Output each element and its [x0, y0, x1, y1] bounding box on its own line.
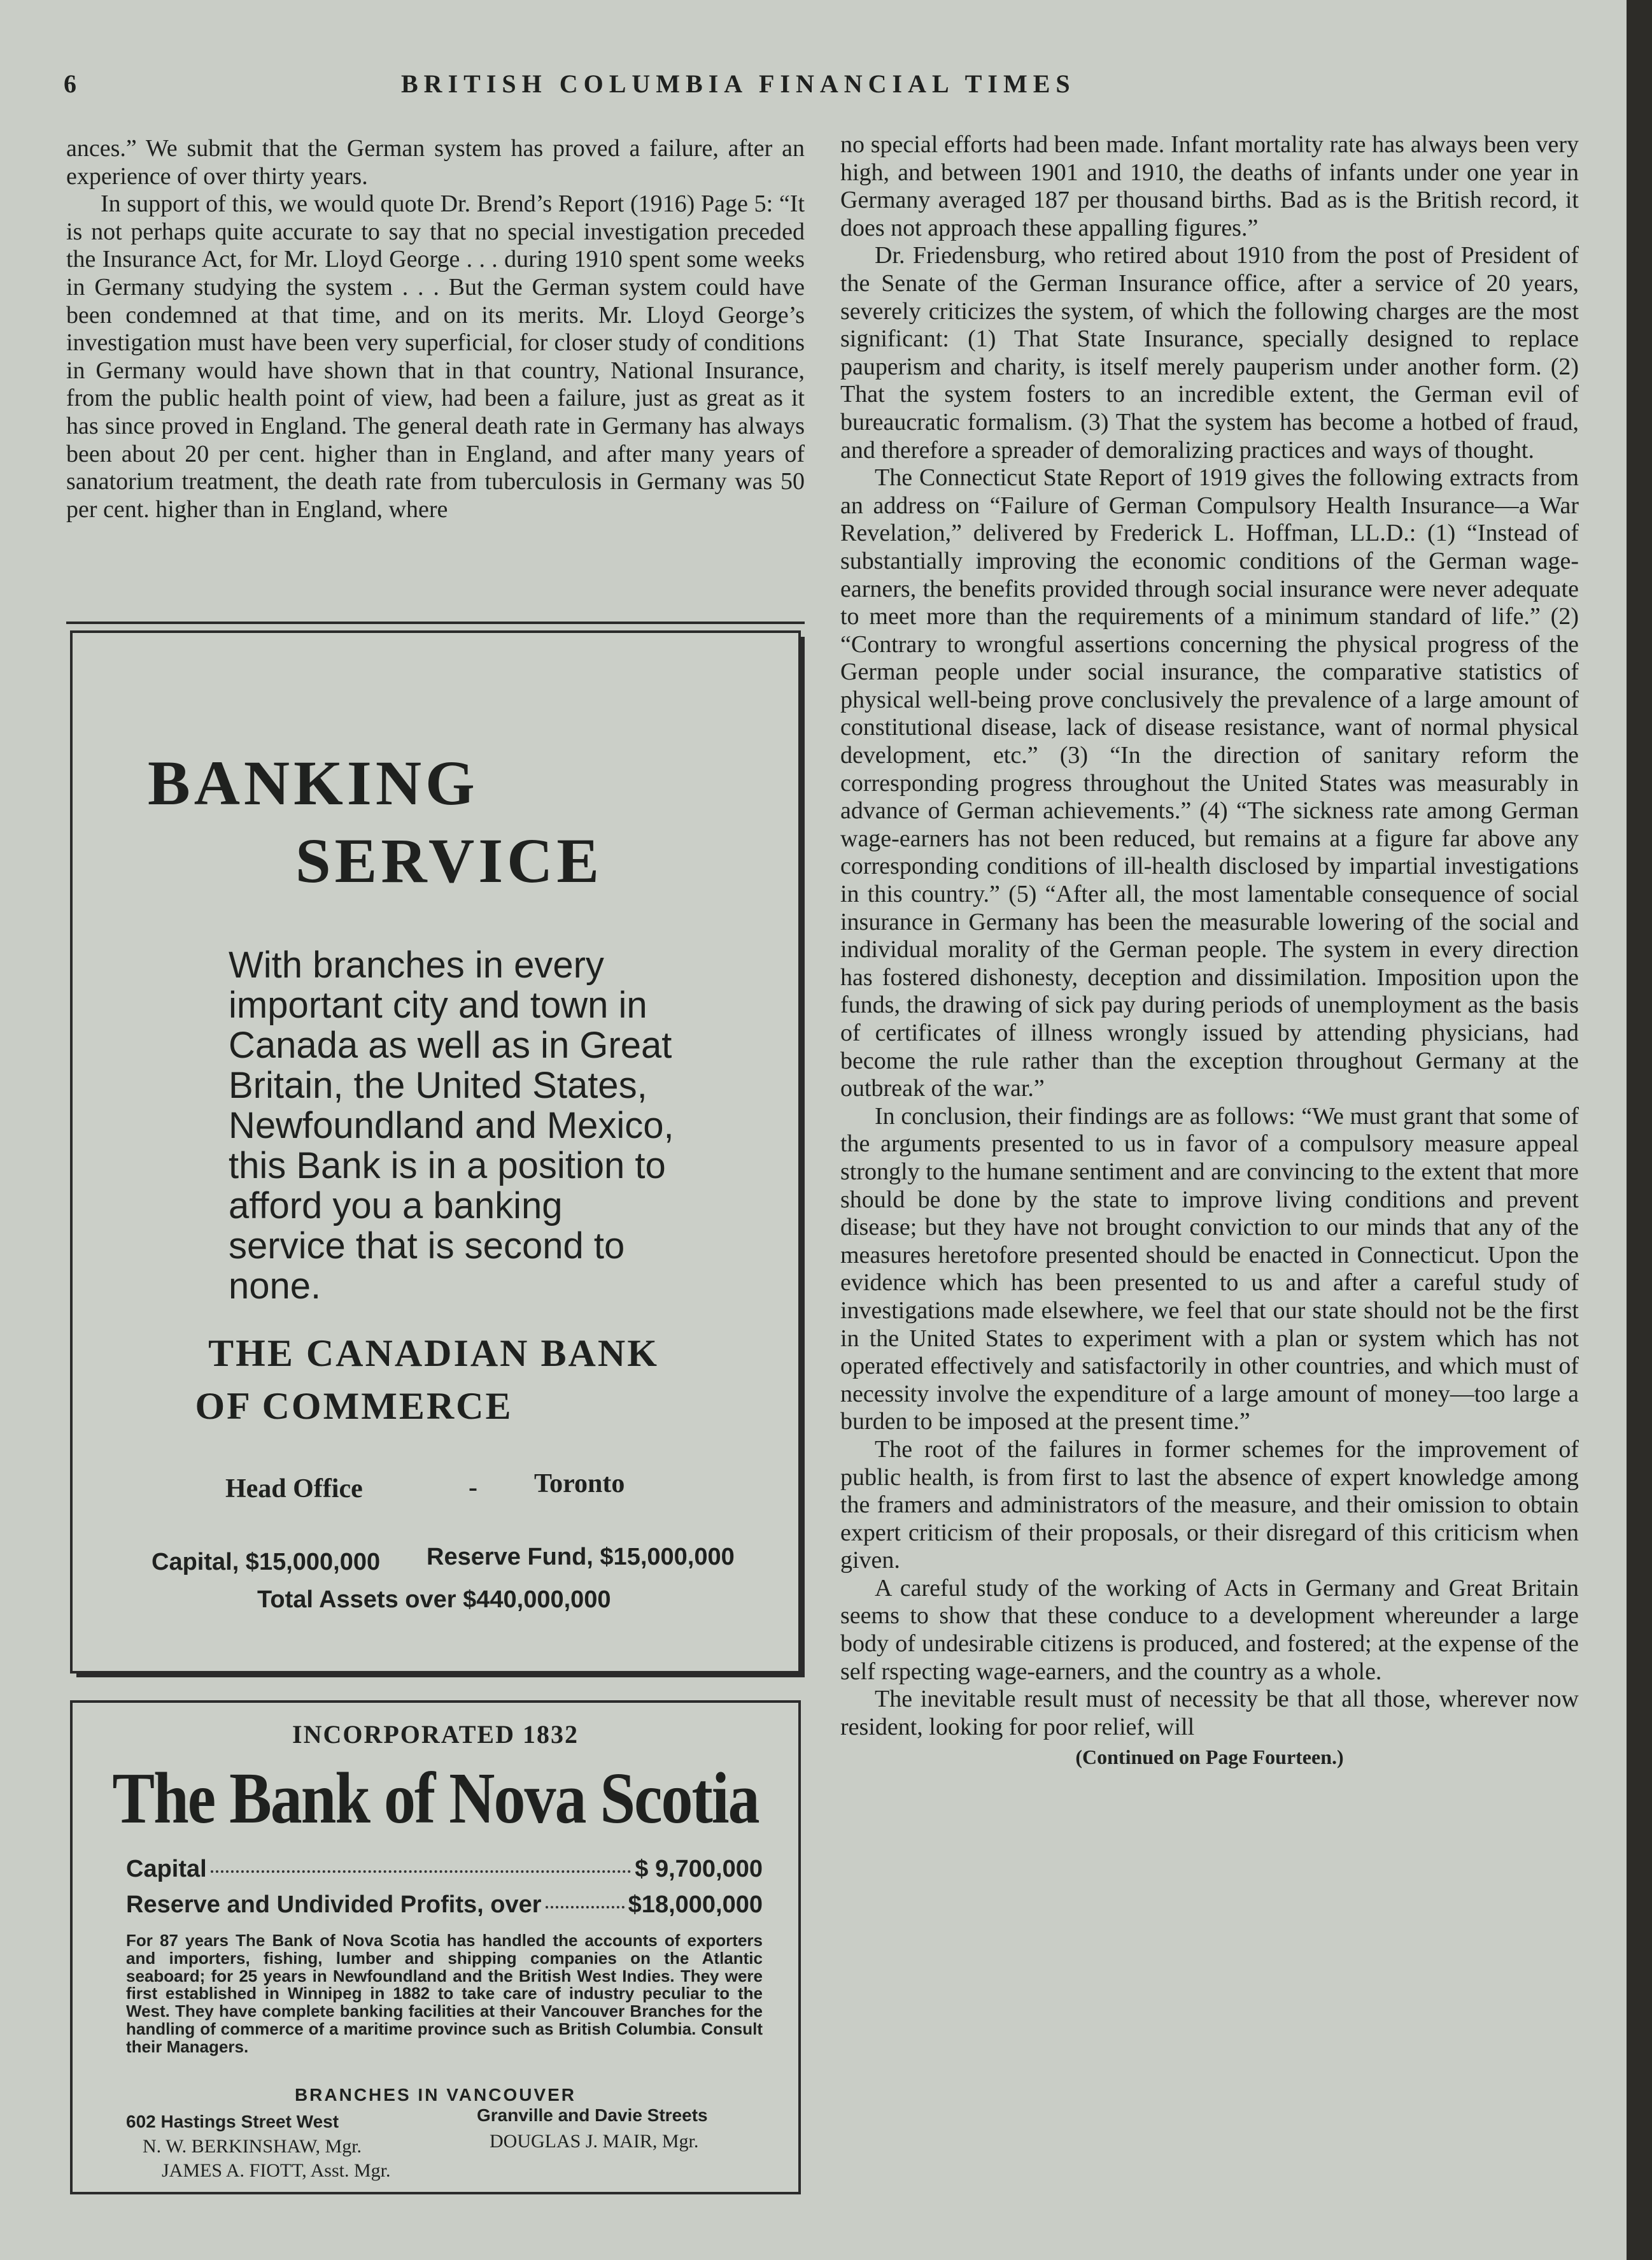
branch-address: 602 Hastings Street West [126, 2112, 339, 2131]
bank-name-line1: THE CANADIAN BANK [208, 1332, 659, 1374]
bank-of-nova-scotia-ad [70, 1700, 801, 2194]
branch-address: Granville and Davie Streets [477, 2105, 708, 2125]
continued-notice: (Continued on Page Fourteen.) [1075, 1745, 1344, 1769]
page-edge-shadow [1627, 0, 1652, 2260]
branch-manager: N. W. BERKINSHAW, Mgr. [143, 2136, 362, 2157]
ad-body-text: With branches in every important city and town in Canada as well as in Great Britain, the United States, Newfoundland and Mexico, this Bank is in a position to afford you a banking service that is second to none. [229, 944, 674, 1307]
article-paragraph: ances.” We submit that the German system has proved a failure, after an experience of over thirty years. [66, 135, 805, 190]
leader-dots [546, 1906, 625, 1908]
capital-value: $ 9,700,000 [635, 1856, 763, 1882]
capital-label: Capital [126, 1856, 207, 1882]
article-paragraph: The Connecticut State Report of 1919 gives the following extracts from an address on “Failure of German Compulsory Health Insurance—a War Revelation,” delivered by Frederick L. Hoffman, LL.D.: (1) “Instead of substantially improving the economic conditions of the German wage-earners, the benefits provided through social insurance were never adequate to meet more than the requirements of a minimum standard of life.” (2) “Contrary to wrongful assertions concerning the physical progress of the German people under social insurance, the comparative statistics of physical well-being prove conclusively the prevalence of a large amount of constitutional disease, lack of disease resistance, want of normal physical development, etc.” (3) “In the direction of sanitary reform the corresponding progress throughout the United States was measurably in advance of German achievements.” (4) “The sickness rate among German wage-earners has not been reduced, but remains at a figure far above any corresponding conditions of ill-health disclosed by impartial investigations in this country.” (5) “After all, the most lamentable consequence of social insurance in Germany has been the measurable lowering of the social and individual morality of the German people. The system in every direction has fostered dishonesty, deception and dissimilation. Imposition upon the funds, the drawing of sick pay during periods of unemployment as the basis of certificates of illness wrongly issued by attending physicians, had become the rule rather than the exception throughout Germany at the outbreak of the war.” [840, 464, 1579, 1102]
capital-text: Capital, $15,000,000 [152, 1549, 381, 1575]
running-title: BRITISH COLUMBIA FINANCIAL TIMES [401, 69, 1076, 98]
left-column-article [66, 135, 805, 523]
incorporated-line: INCORPORATED 1832 [292, 1720, 579, 1749]
branch-assistant-manager: JAMES A. FIOTT, Asst. Mgr. [162, 2160, 391, 2181]
article-paragraph: In conclusion, their findings are as follows: “We must grant that some of the arguments presented to us in favor of a compulsory measure appeal strongly to the humane sentiment and are convincing to the extent that more should be done by the state to improve living conditions and prevent disease; but they have not brought conviction to our minds that any of the measures heretofore presented should be enacted in Connecticut. Upon the evidence which has been presented to us and after a careful study of investigations made elsewhere, we feel that our state should not be the first in the United States to experiment with a plan or system which has not operated effectively and satisfactorily in other countries, and which must of necessity involve the expenditure of a large amount of money—too large a burden to be imposed at the present time.” [840, 1102, 1579, 1435]
reserve-value: $18,000,000 [628, 1891, 763, 1918]
column-divider-rule [66, 622, 805, 624]
total-assets-text: Total Assets over $440,000,000 [257, 1586, 611, 1613]
reserve-label: Reserve and Undivided Profits, over [126, 1891, 542, 1918]
canadian-bank-of-commerce-ad [70, 630, 801, 1674]
article-paragraph: The root of the failures in former schemes for the improvement of public health, is from first to last the absence of expert knowledge among the framers and administrators of the measure, and their omission to obtain expert criticism of their proposals, or their disregard of this criticism when given. [840, 1435, 1579, 1574]
page-number: 6 [64, 69, 76, 98]
article-paragraph: The inevitable result must of necessity be that all those, wherever now resident, looking for poor relief, will [840, 1686, 1579, 1740]
article-paragraph: no special efforts had been made. Infant mortality rate has always been very high, and between 1901 and 1910, the deaths of infants under one year in Germany averaged 187 per thousand births. Bad as is the British record, it does not approach these appalling figures.” [840, 131, 1579, 241]
article-paragraph: In support of this, we would quote Dr. Brend’s Report (1916) Page 5: “It is not perhaps quite accurate to say that no special investigation preceded the Insurance Act, for Mr. Lloyd George . . . during 1910 spent some weeks in Germany studying the system . . . But the German system could have been condemned at that time, and on its merits. Mr. Lloyd George’s investigation must have been very superficial, for closer study of conditions in Germany would have shown that in that country, National Insurance, from the public health point of view, had been a failure, just as great as it has since proved in England. The general death rate in Germany has always been about 20 per cent. higher than in England, and after many years of sanatorium treatment, the death rate from tuberculosis in Germany was 50 per cent. higher than in England, where [66, 190, 805, 523]
bank-name-line2: OF COMMERCE [195, 1385, 513, 1427]
page-header [64, 69, 1210, 107]
bank-name-heading: The Bank of Nova Scotia [112, 1757, 759, 1839]
leader-dots [211, 1870, 632, 1873]
ad-heading-banking: BANKING [148, 748, 479, 818]
article-paragraph: A careful study of the working of Acts in Germany and Great Britain seems to show that these conduce to a development whereunder a large body of undesirable citizens is produced, and fostered; at the expense of the self rspecting wage-earners, and the country as a whole. [840, 1574, 1579, 1685]
head-office-label: Head Office [225, 1474, 363, 1503]
branch-manager: DOUGLAS J. MAIR, Mgr. [490, 2131, 699, 2152]
right-column-article [840, 131, 1579, 1772]
head-office-dash: - [469, 1473, 477, 1502]
branches-heading: BRANCHES IN VANCOUVER [294, 2085, 577, 2105]
ad-heading-service: SERVICE [295, 825, 604, 896]
reserve-fund-text: Reserve Fund, $15,000,000 [427, 1544, 735, 1570]
head-office-city: Toronto [534, 1469, 625, 1498]
reserve-row [126, 1891, 763, 1919]
article-paragraph: Dr. Friedensburg, who retired about 1910 from the post of President of the Senate of the German Insurance office, after a service of 20 years, severely criticizes the system, of which the following charges are the most significant: (1) That State Insurance, specially designed to replace pauperism and charity, is itself merely pauperism under another form. (2) That the system fosters to an incredible extent, the German evil of bureaucratic formalism. (3) That the system has become a hotbed of fraud, and therefore a spreader of demoralizing practices and ways of thought. [840, 242, 1579, 464]
ad-description: For 87 years The Bank of Nova Scotia has handled the accounts of exporters and importers, fishing, lumber and shipping companies on the Atlantic seaboard; for 25 years in Newfoundland and the British West Indies. They were first established in Winnipeg in 1882 to take care of industry peculiar to the West. They have complete banking facilities at their Vancouver Branches for the handling of commerce of a maritime province such as British Columbia. Consult their Managers. [126, 1931, 763, 2056]
capital-row [126, 1856, 763, 1883]
